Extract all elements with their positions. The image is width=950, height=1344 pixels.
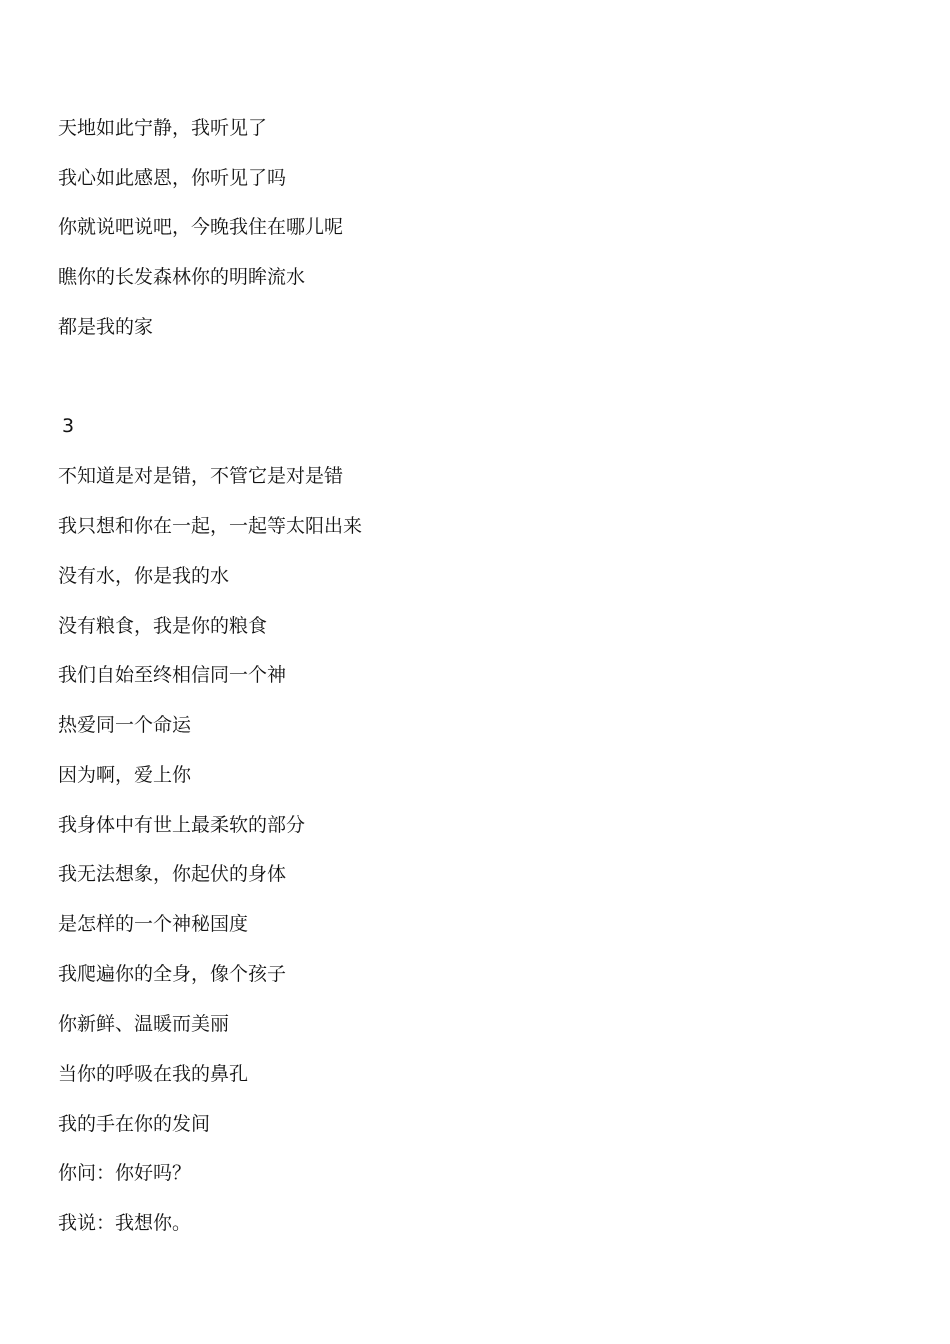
section-number: 3	[62, 415, 75, 437]
poem-line: 我只想和你在一起，一起等太阳出来	[58, 515, 363, 537]
poem-line: 我无法想象，你起伏的身体	[58, 863, 287, 885]
poem-line: 不知道是对是错，不管它是对是错	[58, 465, 344, 487]
poem-line: 瞧你的长发森林你的明眸流水	[58, 266, 306, 288]
poem-line: 你就说吧说吧，今晚我住在哪儿呢	[58, 216, 344, 238]
poem-line: 你问：你好吗？	[58, 1162, 192, 1184]
poem-line: 没有水，你是我的水	[58, 565, 230, 587]
poem-line: 天地如此宁静，我听见了	[58, 117, 268, 139]
poem-line: 你新鲜、温暖而美丽	[58, 1013, 230, 1035]
poem-line: 我爬遍你的全身，像个孩子	[58, 963, 287, 985]
poem-line: 没有粮食，我是你的粮食	[58, 615, 268, 637]
poem-line: 都是我的家	[58, 316, 154, 338]
poem-line: 热爱同一个命运	[58, 714, 192, 736]
poem-line: 我的手在你的发间	[58, 1113, 211, 1135]
poem-line: 因为啊，爱上你	[58, 764, 192, 786]
poem-line: 我身体中有世上最柔软的部分	[58, 814, 306, 836]
poem-line: 我说：我想你。	[58, 1212, 192, 1234]
poem-line: 是怎样的一个神秘国度	[58, 913, 249, 935]
poem-line: 我们自始至终相信同一个神	[58, 664, 287, 686]
poem-line: 我心如此感恩，你听见了吗	[58, 167, 287, 189]
poem-line: 当你的呼吸在我的鼻孔	[58, 1063, 249, 1085]
